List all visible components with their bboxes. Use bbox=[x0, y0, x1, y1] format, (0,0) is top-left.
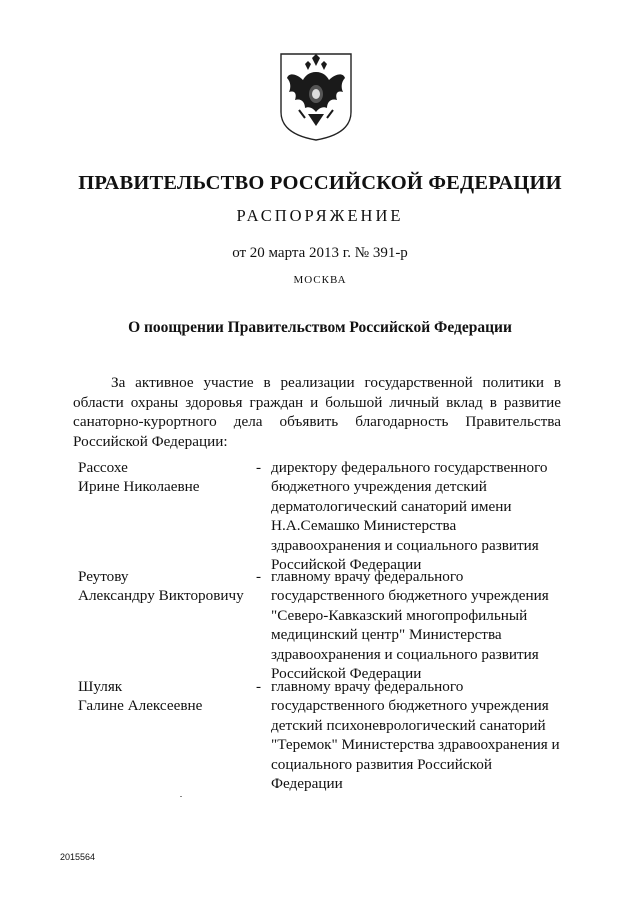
document-date-number: от 20 марта 2013 г. № 391-р bbox=[232, 245, 408, 261]
awardee-description: директору федерального государственного бюджетного учреждения детский дерматологический санаторий имени Н.А.Семашко Министерства здравоохранения и социального развития Российской Федерации bbox=[271, 459, 548, 574]
awardee-given: Ирине Николаевне bbox=[78, 478, 200, 496]
footer-code: 2015564 bbox=[60, 852, 96, 862]
body-paragraph bbox=[73, 373, 561, 452]
awardee-name bbox=[78, 677, 253, 716]
dash: - bbox=[256, 568, 262, 585]
awardee-surname: Шуляк bbox=[78, 678, 123, 695]
dash: - bbox=[256, 678, 262, 695]
awardee-name bbox=[78, 458, 253, 497]
body-paragraph-text: За активное участие в реализации государственной политики в области охраны здоровья граждан и большой личный вклад в развитие санаторно-курортного дела объявить благодарность Правительства Российской Федерации: bbox=[73, 374, 561, 451]
scan-speck bbox=[180, 796, 182, 797]
document-type: РАСПОРЯЖЕНИЕ bbox=[236, 206, 404, 225]
city: МОСКВА bbox=[293, 274, 347, 286]
awardee-given: Галине Алексеевне bbox=[78, 697, 203, 715]
awardee-given: Александру Викторовичу bbox=[78, 587, 244, 605]
awardee-description: главному врачу федерального государственного бюджетного учреждения детский психоневрологический санаторий "Теремок" Министерства здравоохранения и социального развития Российской Федерации bbox=[271, 678, 560, 793]
awardee-name bbox=[78, 567, 253, 606]
awardee-surname: Реутову bbox=[78, 568, 129, 585]
awardee-description: главному врачу федерального государственного бюджетного учреждения "Северо-Кавказский многопрофильный медицинский центр" Министерства здравоохранения и социального развития Российской Федерации bbox=[271, 568, 549, 683]
government-title: ПРАВИТЕЛЬСТВО РОССИЙСКОЙ ФЕДЕРАЦИИ bbox=[78, 172, 562, 194]
awardee-surname: Рассохе bbox=[78, 459, 128, 476]
coat-of-arms-icon bbox=[275, 50, 357, 142]
document-subject: О поощрении Правительством Российской Федерации bbox=[128, 319, 512, 336]
dash: - bbox=[256, 459, 262, 476]
